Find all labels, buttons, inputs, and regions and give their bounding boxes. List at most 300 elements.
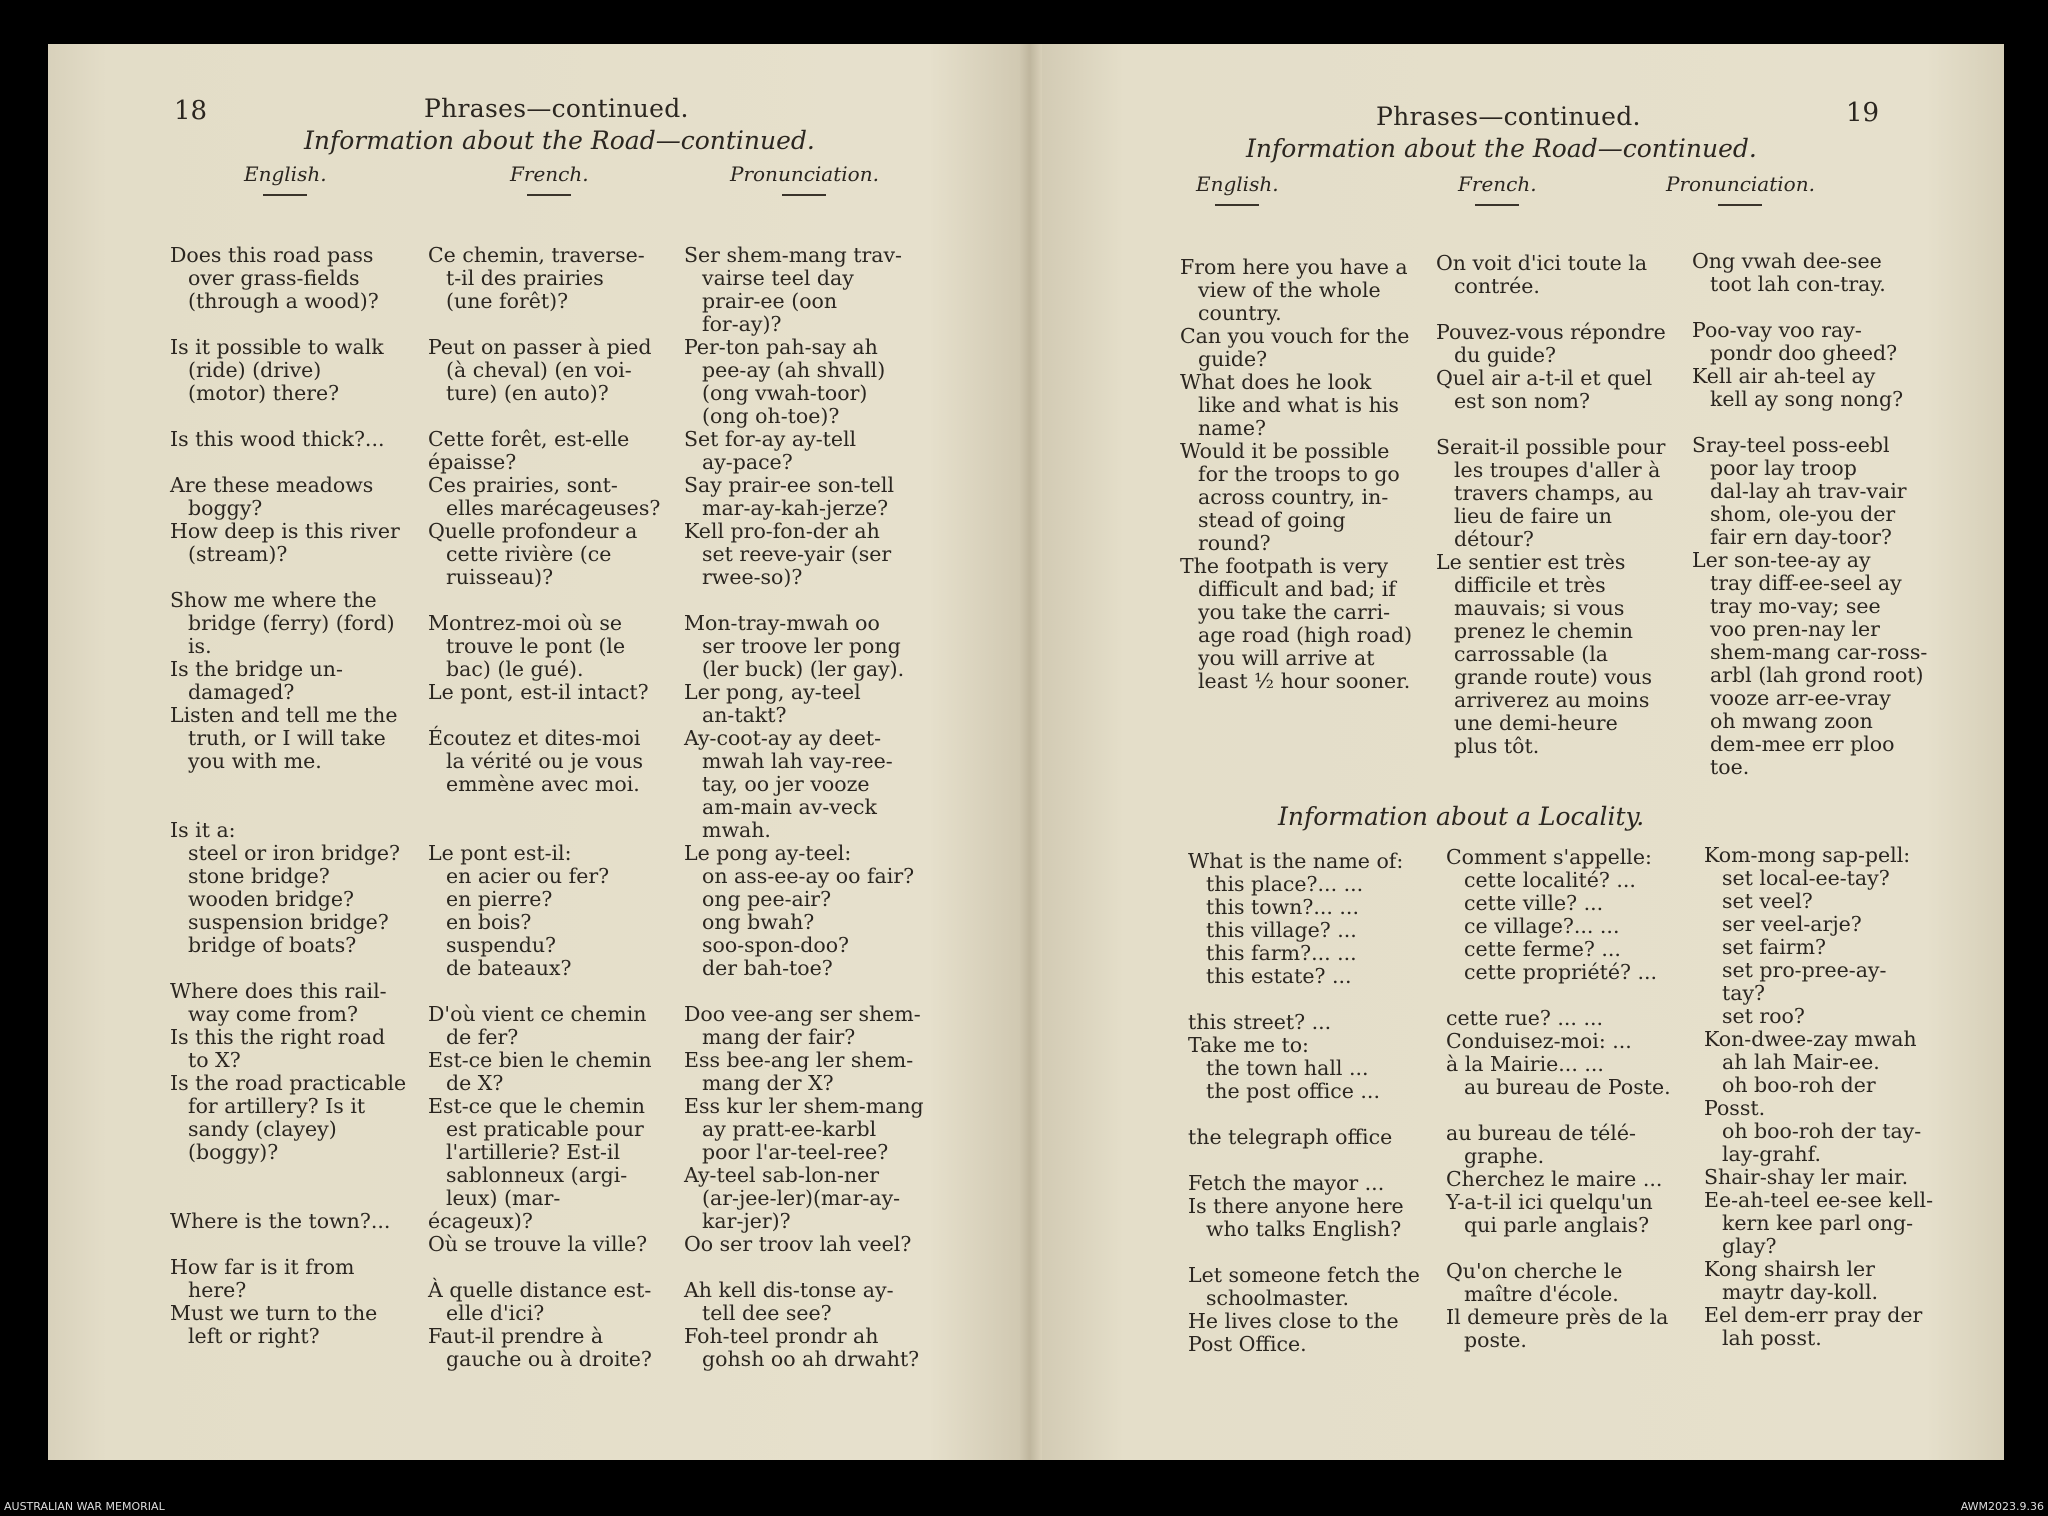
- text-line: truth, or I will take: [188, 726, 386, 750]
- text-line: He lives close to the: [1188, 1309, 1399, 1333]
- text-line: prair-ee (oon: [702, 289, 838, 313]
- text-line: oh boo-roh der: [1722, 1073, 1876, 1097]
- text-line: poor lay troop: [1710, 456, 1857, 480]
- text-line: suspension bridge?: [188, 910, 389, 934]
- text-line: Faut-il prendre à: [428, 1324, 604, 1348]
- text-line: (ong oh-toe)?: [702, 404, 840, 428]
- text-line: lieu de faire un: [1454, 504, 1612, 528]
- text-line: for-ay)?: [702, 312, 782, 336]
- text-line: Kon-dwee-zay mwah: [1704, 1027, 1917, 1051]
- text-line: dal-lay ah trav-vair: [1710, 479, 1907, 503]
- text-line: [170, 1233, 406, 1256]
- text-line: Posst.: [1704, 1096, 1766, 1120]
- text-line: set fairm?: [1722, 935, 1827, 959]
- text-line: (une forêt)?: [446, 289, 569, 313]
- text-line: [170, 566, 406, 589]
- locality-french-column: [1446, 846, 1671, 1352]
- text-line: the town hall ...: [1206, 1056, 1369, 1080]
- text-line: ture) (en auto)?: [446, 381, 609, 405]
- text-line: kar-jer)?: [702, 1209, 791, 1233]
- text-line: across country, in-: [1198, 485, 1389, 509]
- text-line: est son nom?: [1454, 389, 1590, 413]
- text-line: [1446, 1099, 1671, 1122]
- text-line: The footpath is very: [1180, 554, 1389, 578]
- text-line: Est-ce bien le chemin: [428, 1048, 652, 1072]
- locality-pronunciation-column: [1704, 844, 1933, 1350]
- text-line: wooden bridge?: [188, 887, 355, 911]
- text-line: From here you have a: [1180, 255, 1408, 279]
- text-line: left or right?: [188, 1324, 320, 1348]
- text-line: [428, 704, 660, 727]
- text-line: écageux)?: [428, 1209, 533, 1233]
- text-line: Serait-il possible pour: [1436, 435, 1666, 459]
- text-line: here?: [188, 1278, 247, 1302]
- text-line: de bateaux?: [446, 956, 572, 980]
- text-line: tell dee see?: [702, 1301, 832, 1325]
- text-line: emmène avec moi.: [446, 772, 640, 796]
- text-line: elles marécageuses?: [446, 496, 661, 520]
- text-line: oh mwang zoon: [1710, 709, 1873, 733]
- text-line: gohsh oo ah drwaht?: [702, 1347, 920, 1371]
- text-line: Cette forêt, est-elle: [428, 427, 630, 451]
- text-line: Y-a-t-il ici quelqu'un: [1446, 1190, 1653, 1214]
- text-line: mang der X?: [702, 1071, 834, 1095]
- text-line: Oo ser troov lah veel?: [684, 1232, 912, 1256]
- text-line: country.: [1198, 301, 1282, 325]
- text-line: How deep is this river: [170, 519, 400, 543]
- text-line: Kom-mong sap-pell:: [1704, 843, 1911, 867]
- text-line: this place?... ...: [1206, 872, 1364, 896]
- text-line: tay, oo jer vooze: [702, 772, 870, 796]
- text-line: Post Office.: [1188, 1332, 1307, 1356]
- text-line: (ar-jee-ler)(mar-ay-: [702, 1186, 901, 1210]
- text-line: ser veel-arje?: [1722, 912, 1862, 936]
- text-line: Écoutez et dites-moi: [428, 726, 641, 750]
- text-line: What is the name of:: [1188, 849, 1404, 873]
- text-line: détour?: [1454, 527, 1534, 551]
- text-line: à la Mairie... ...: [1446, 1052, 1604, 1076]
- text-line: au bureau de Poste.: [1464, 1075, 1671, 1099]
- text-line: la vérité ou je vous: [446, 749, 643, 773]
- text-line: [684, 980, 924, 1003]
- text-line: lay-grahf.: [1722, 1142, 1822, 1166]
- text-line: maytr day-koll.: [1722, 1280, 1879, 1304]
- text-line: Le sentier est très: [1436, 550, 1626, 574]
- text-line: ce village?... ...: [1464, 914, 1620, 938]
- text-line: steel or iron bridge?: [188, 841, 401, 865]
- text-line: Ay-teel sab-lon-ner: [684, 1163, 880, 1187]
- text-line: you with me.: [188, 749, 322, 773]
- text-line: you will arrive at: [1198, 646, 1375, 670]
- text-line: cette ferme? ...: [1464, 937, 1621, 961]
- text-line: grande route) vous: [1454, 665, 1652, 689]
- text-line: Must we turn to the: [170, 1301, 378, 1325]
- text-line: Is it a:: [170, 818, 236, 842]
- text-line: [170, 796, 406, 819]
- text-line: (boggy)?: [188, 1140, 279, 1164]
- text-line: Est-ce que le chemin: [428, 1094, 645, 1118]
- section-title: Information about the Road—continued.: [304, 126, 815, 155]
- text-line: [684, 589, 924, 612]
- text-line: least ½ hour sooner.: [1198, 669, 1411, 693]
- text-line: poor l'ar-teel-ree?: [702, 1140, 889, 1164]
- text-line: Poo-vay voo ray-: [1692, 318, 1862, 342]
- text-line: you take the carri-: [1198, 600, 1391, 624]
- text-line: maître d'école.: [1464, 1282, 1619, 1306]
- text-line: Où se trouve la ville?: [428, 1232, 648, 1256]
- text-line: qui parle anglais?: [1464, 1213, 1650, 1237]
- text-line: une demi-heure: [1454, 711, 1618, 735]
- text-line: mwah.: [702, 818, 771, 842]
- text-line: Conduisez-moi: ...: [1446, 1029, 1632, 1053]
- text-line: way come from?: [188, 1002, 358, 1026]
- text-line: de X?: [446, 1071, 504, 1095]
- text-line: dem-mee err ploo: [1710, 732, 1895, 756]
- text-line: Ce chemin, traverse-: [428, 243, 645, 267]
- text-line: Sray-teel poss-eebl: [1692, 433, 1890, 457]
- text-line: Il demeure près de la: [1446, 1305, 1669, 1329]
- text-line: Peut on passer à pied: [428, 335, 652, 359]
- pronunciation-column: [1692, 250, 1927, 779]
- text-line: shem-mang car-ross-: [1710, 640, 1928, 664]
- text-line: On voit d'ici toute la: [1436, 251, 1648, 275]
- text-line: arbl (lah grond root): [1710, 663, 1924, 687]
- text-line: Montrez-moi où se: [428, 611, 622, 635]
- text-line: bridge of boats?: [188, 933, 357, 957]
- text-line: Where is the town?...: [170, 1209, 391, 1233]
- text-line: les troupes d'aller à: [1454, 458, 1661, 482]
- text-line: tray mo-vay; see: [1710, 594, 1881, 618]
- col-header-french: French.: [1458, 172, 1537, 206]
- text-line: difficult and bad; if: [1198, 577, 1396, 601]
- text-line: Where does this rail-: [170, 979, 387, 1003]
- text-line: ay pratt-ee-karbl: [702, 1117, 877, 1141]
- text-line: [1692, 296, 1927, 319]
- english-column: [170, 244, 406, 1348]
- text-line: ay-pace?: [702, 450, 793, 474]
- text-line: (à cheval) (en voi-: [446, 358, 632, 382]
- text-line: name?: [1198, 416, 1266, 440]
- text-line: vooze arr-ee-vray: [1710, 686, 1891, 710]
- section2-title: Information about a Locality.: [1278, 802, 1645, 831]
- text-line: der bah-toe?: [702, 956, 833, 980]
- text-line: Does this road pass: [170, 243, 374, 267]
- text-line: for the troops to go: [1198, 462, 1400, 486]
- text-line: Shair-shay ler mair.: [1704, 1165, 1909, 1189]
- text-line: Ces prairies, sont-: [428, 473, 618, 497]
- text-line: for artillery? Is it: [188, 1094, 366, 1118]
- text-line: round?: [1198, 531, 1271, 555]
- text-line: [428, 1256, 660, 1279]
- text-line: [428, 405, 660, 428]
- text-line: [1446, 984, 1671, 1007]
- running-head: Phrases—continued.: [1376, 102, 1641, 131]
- page-number: 18: [174, 96, 208, 126]
- text-line: ah lah Mair-ee.: [1722, 1050, 1880, 1074]
- text-line: cette propriété? ...: [1464, 960, 1658, 984]
- text-line: the post office ...: [1206, 1079, 1380, 1103]
- text-line: Is the bridge un-: [170, 657, 343, 681]
- text-line: guide?: [1198, 347, 1268, 371]
- text-line: [170, 957, 406, 980]
- text-line: ong bwah?: [702, 910, 815, 934]
- text-line: gauche ou à droite?: [446, 1347, 652, 1371]
- page-number: 19: [1846, 98, 1880, 128]
- text-line: Show me where the: [170, 588, 377, 612]
- text-line: Qu'on cherche le: [1446, 1259, 1623, 1283]
- text-line: tray diff-ee-seel ay: [1710, 571, 1902, 595]
- text-line: Ess bee-ang ler shem-: [684, 1048, 914, 1072]
- text-line: cette rue? ... ...: [1446, 1006, 1603, 1030]
- text-line: toot lah con-tray.: [1710, 272, 1886, 296]
- right-page: [1036, 44, 2004, 1460]
- col-header-pronunciation: Pronunciation.: [1666, 172, 1815, 206]
- text-line: [428, 589, 660, 612]
- text-line: stone bridge?: [188, 864, 330, 888]
- footer-id: AWM2023.9.36: [1960, 1500, 2044, 1513]
- text-line: Say prair-ee son-tell: [684, 473, 895, 497]
- text-line: [170, 1164, 406, 1187]
- text-line: over grass-fields: [188, 266, 360, 290]
- text-line: cette localité? ...: [1464, 868, 1636, 892]
- text-line: set local-ee-tay?: [1722, 866, 1890, 890]
- text-line: (stream)?: [188, 542, 288, 566]
- footer-credit: AUSTRALIAN WAR MEMORIAL: [4, 1500, 165, 1513]
- pronunciation-column: [684, 244, 924, 1371]
- text-line: plus tôt.: [1454, 734, 1540, 758]
- text-line: [170, 405, 406, 428]
- text-line: [428, 819, 660, 842]
- locality-english-column: [1188, 850, 1420, 1356]
- text-line: Kell air ah-teel ay: [1692, 364, 1876, 388]
- text-line: [428, 980, 660, 1003]
- text-line: an-takt?: [702, 703, 787, 727]
- text-line: [1188, 988, 1420, 1011]
- col-header-french: French.: [510, 162, 589, 196]
- text-line: am-main av-veck: [702, 795, 877, 819]
- text-line: lah posst.: [1722, 1326, 1822, 1350]
- text-line: who talks English?: [1206, 1217, 1402, 1241]
- text-line: this village? ...: [1206, 918, 1357, 942]
- text-line: Ong vwah dee-see: [1692, 249, 1882, 273]
- text-line: the telegraph office: [1188, 1125, 1393, 1149]
- text-line: [1436, 413, 1666, 436]
- text-line: Ess kur ler shem-mang: [684, 1094, 924, 1118]
- text-line: ser troove ler pong: [702, 634, 901, 658]
- text-line: fair ern day-toor?: [1710, 525, 1892, 549]
- text-line: damaged?: [188, 680, 295, 704]
- text-line: vairse teel day: [702, 266, 854, 290]
- text-line: stead of going: [1198, 508, 1346, 532]
- text-line: cette ville? ...: [1464, 891, 1604, 915]
- text-line: [170, 451, 406, 474]
- text-line: Ee-ah-teel ee-see kell-: [1704, 1188, 1934, 1212]
- text-line: this town?... ...: [1206, 895, 1359, 919]
- section-title: Information about the Road—continued.: [1246, 134, 1757, 163]
- text-line: voo pren-nay ler: [1710, 617, 1880, 641]
- text-line: Take me to:: [1188, 1033, 1309, 1057]
- text-line: en bois?: [446, 910, 532, 934]
- text-line: en acier ou fer?: [446, 864, 610, 888]
- text-line: Le pong ay-teel:: [684, 841, 852, 865]
- text-line: travers champs, au: [1454, 481, 1654, 505]
- text-line: Is it possible to walk: [170, 335, 384, 359]
- text-line: Ah kell dis-tonse ay-: [684, 1278, 894, 1302]
- open-booklet: [48, 44, 2004, 1460]
- english-column: [1180, 256, 1412, 693]
- text-line: Can you vouch for the: [1180, 324, 1410, 348]
- text-line: (ong vwah-toor): [702, 381, 868, 405]
- text-line: Ser shem-mang trav-: [684, 243, 902, 267]
- left-page: [48, 44, 1026, 1460]
- text-line: carrossable (la: [1454, 642, 1609, 666]
- text-line: oh boo-roh der tay-: [1722, 1119, 1922, 1143]
- text-line: l'artillerie? Est-il: [446, 1140, 621, 1164]
- text-line: [170, 313, 406, 336]
- text-line: Is this wood thick?...: [170, 427, 385, 451]
- french-column: [1436, 252, 1666, 758]
- text-line: tay?: [1722, 981, 1766, 1005]
- text-line: to X?: [188, 1048, 241, 1072]
- french-column: [428, 244, 660, 1371]
- text-line: view of the whole: [1198, 278, 1381, 302]
- text-line: cette rivière (ce: [446, 542, 612, 566]
- text-line: bridge (ferry) (ford): [188, 611, 395, 635]
- text-line: Cherchez le maire ...: [1446, 1167, 1663, 1191]
- text-line: schoolmaster.: [1206, 1286, 1350, 1310]
- text-line: [684, 1256, 924, 1279]
- col-header-english: English.: [244, 162, 327, 196]
- text-line: trouve le pont (le: [446, 634, 626, 658]
- text-line: est praticable pour: [446, 1117, 644, 1141]
- text-line: mwah lah vay-ree-: [702, 749, 893, 773]
- text-line: t-il des prairies: [446, 266, 604, 290]
- text-line: [170, 1187, 406, 1210]
- text-line: this farm?... ...: [1206, 941, 1357, 965]
- text-line: glay?: [1722, 1234, 1777, 1258]
- text-line: set roo?: [1722, 1004, 1805, 1028]
- text-line: set reeve-yair (ser: [702, 542, 892, 566]
- text-line: Per-ton pah-say ah: [684, 335, 878, 359]
- text-line: [1446, 1237, 1671, 1260]
- text-line: Doo vee-ang ser shem-: [684, 1002, 921, 1026]
- text-line: Eel dem-err pray der: [1704, 1303, 1923, 1327]
- text-line: Ler pong, ay-teel: [684, 680, 861, 704]
- text-line: prenez le chemin: [1454, 619, 1633, 643]
- text-line: difficile et très: [1454, 573, 1606, 597]
- text-line: kell ay song nong?: [1710, 387, 1904, 411]
- text-line: [1692, 411, 1927, 434]
- text-line: bac) (le gué).: [446, 657, 584, 681]
- running-head: Phrases—continued.: [424, 94, 689, 123]
- text-line: À quelle distance est-: [428, 1278, 652, 1302]
- text-line: [1188, 1103, 1420, 1126]
- text-line: ong pee-air?: [702, 887, 832, 911]
- text-line: Quel air a-t-il et quel: [1436, 366, 1653, 390]
- text-line: [428, 796, 660, 819]
- text-line: mar-ay-kah-jerze?: [702, 496, 889, 520]
- text-line: Foh-teel prondr ah: [684, 1324, 879, 1348]
- text-line: Fetch the mayor ...: [1188, 1171, 1385, 1195]
- text-line: sandy (clayey): [188, 1117, 337, 1141]
- text-line: contrée.: [1454, 274, 1540, 298]
- text-line: Set for-ay ay-tell: [684, 427, 857, 451]
- text-line: Kell pro-fon-der ah: [684, 519, 880, 543]
- text-line: [1188, 1241, 1420, 1264]
- text-line: age road (high road): [1198, 623, 1413, 647]
- text-line: mang der fair?: [702, 1025, 856, 1049]
- text-line: set veel?: [1722, 889, 1813, 913]
- text-line: like and what is his: [1198, 393, 1399, 417]
- text-line: Listen and tell me the: [170, 703, 398, 727]
- text-line: D'où vient ce chemin: [428, 1002, 647, 1026]
- text-line: Comment s'appelle:: [1446, 845, 1652, 869]
- text-line: Ay-coot-ay ay deet-: [684, 726, 882, 750]
- text-line: (through a wood)?: [188, 289, 379, 313]
- text-line: mauvais; si vous: [1454, 596, 1625, 620]
- text-line: (ride) (drive): [188, 358, 322, 382]
- text-line: suspendu?: [446, 933, 557, 957]
- text-line: [1188, 1149, 1420, 1172]
- text-line: Le pont, est-il intact?: [428, 680, 649, 704]
- text-line: [170, 773, 406, 796]
- text-line: shom, ole-you der: [1710, 502, 1896, 526]
- text-line: [1436, 298, 1666, 321]
- text-line: toe.: [1710, 755, 1750, 779]
- text-line: sablonneux (argi-: [446, 1163, 628, 1187]
- text-line: Kong shairsh ler: [1704, 1257, 1875, 1281]
- text-line: arriverez au moins: [1454, 688, 1650, 712]
- text-line: au bureau de télé-: [1446, 1121, 1636, 1145]
- text-line: is.: [188, 634, 212, 658]
- text-line: this street? ...: [1188, 1010, 1332, 1034]
- text-line: What does he look: [1180, 370, 1372, 394]
- text-line: Is this the right road: [170, 1025, 386, 1049]
- text-line: en pierre?: [446, 887, 553, 911]
- text-line: kern kee parl ong-: [1722, 1211, 1914, 1235]
- text-line: Is there anyone here: [1188, 1194, 1404, 1218]
- col-header-pronunciation: Pronunciation.: [730, 162, 879, 196]
- text-line: set pro-pree-ay-: [1722, 958, 1887, 982]
- text-line: Let someone fetch the: [1188, 1263, 1420, 1287]
- text-line: How far is it from: [170, 1255, 355, 1279]
- text-line: (ler buck) (ler gay).: [702, 657, 905, 681]
- text-line: du guide?: [1454, 343, 1556, 367]
- text-line: Mon-tray-mwah oo: [684, 611, 880, 635]
- text-line: Would it be possible: [1180, 439, 1390, 463]
- text-line: boggy?: [188, 496, 263, 520]
- text-line: poste.: [1464, 1328, 1527, 1352]
- text-line: Is the road practicable: [170, 1071, 407, 1095]
- text-line: this estate? ...: [1206, 964, 1352, 988]
- text-line: Ler son-tee-ay ay: [1692, 548, 1871, 572]
- text-line: Quelle profondeur a: [428, 519, 638, 543]
- text-line: graphe.: [1464, 1144, 1545, 1168]
- text-line: on ass-ee-ay oo fair?: [702, 864, 915, 888]
- text-line: ruisseau)?: [446, 565, 554, 589]
- text-line: Le pont est-il:: [428, 841, 572, 865]
- text-line: rwee-so)?: [702, 565, 803, 589]
- text-line: elle d'ici?: [446, 1301, 545, 1325]
- text-line: Are these meadows: [170, 473, 374, 497]
- text-line: épaisse?: [428, 450, 517, 474]
- text-line: pondr doo gheed?: [1710, 341, 1898, 365]
- text-line: soo-spon-doo?: [702, 933, 850, 957]
- text-line: leux) (mar-: [446, 1186, 561, 1210]
- text-line: de fer?: [446, 1025, 519, 1049]
- col-header-english: English.: [1196, 172, 1279, 206]
- text-line: Pouvez-vous répondre: [1436, 320, 1666, 344]
